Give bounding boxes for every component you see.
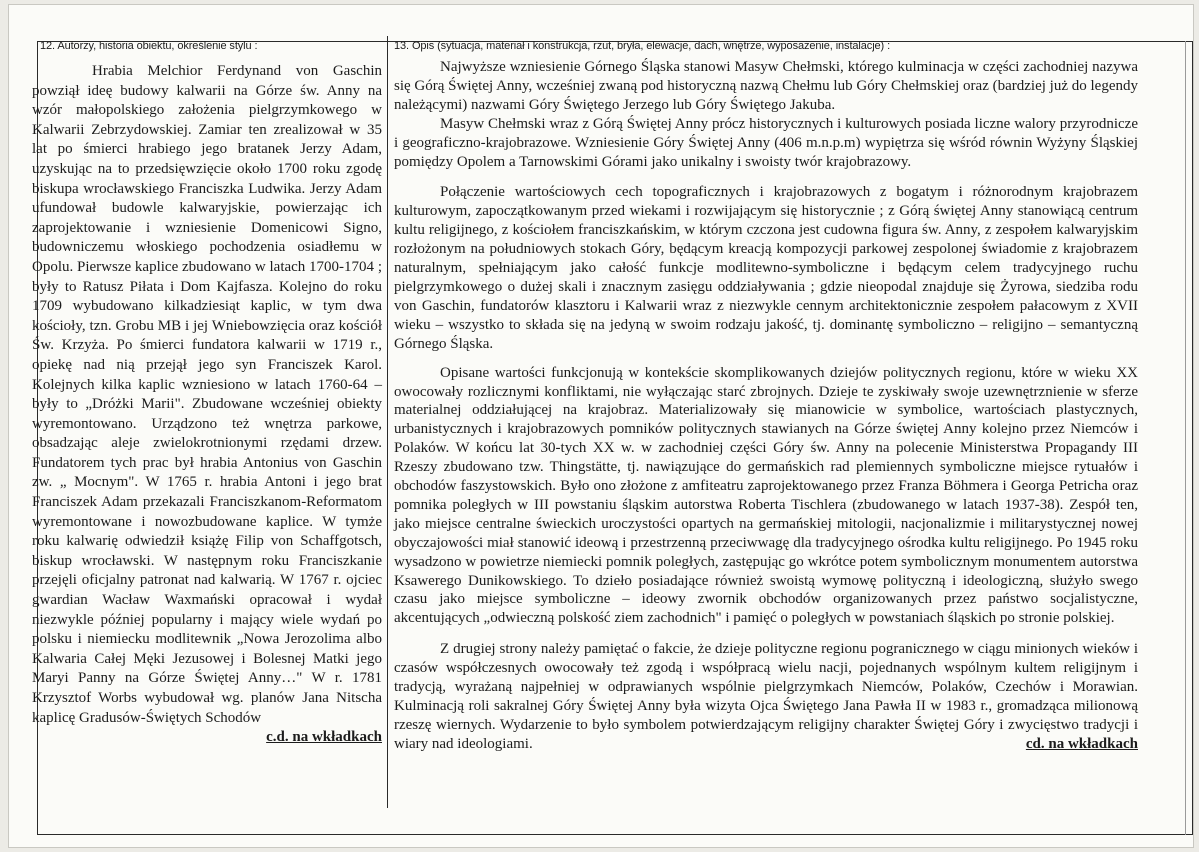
section-13-paragraph-5-text: Z drugiej strony należy pamiętać o fakcie, że dzieje polityczne regionu pogranicznego w ciągu minionych wieków i czasów współczesnych owocowały też zgodą i współpracą wielu nacji, pojednanych wspólnym kultem religijnym i tradycją, wyrażaną najpełniej w odprawianych wspólnie pielgrzymkach Niemców, Polaków, Czechów i Morawian. Kulminacją roli sakralnej Góry Świętej Anny była wizyta Ojca Świętego Jana Pawła II w 1983 r., gromadząca milionową rzeszę wiernych. Wydarzenie to było symbolem potwierdzającym religijny charakter Świętej Góry i zwycięstwo tradycji i wiary nad ideologiami. xyxy=(394,641,1138,752)
form-frame-edge xyxy=(1185,41,1193,835)
section-13-paragraph-4: Opisane wartości funkcjonują w kontekście skomplikowanych dziejów politycznych regionu, które w wieku XX owocowały rozlicznymi konfliktami, nie wyłączając starć zbrojnych. Dzieje te zyskiwały swoje uzewnętrznienie w sferze materialnej oddziałującej na krajobraz. Materializowały się mianowicie w symbolice, wartościach plastycznych, urbanistycznych i krajobrazowych pomników politycznych stawianych na Górze świętej Anny kolejno przez Niemców i Polaków. W końcu lat 30-tych XX w. w zachodniej części Góry św. Anny na polecenie Ministerstwa Propagandy III Rzeszy zbudowano tzw. Thingstätte, tj. nawiązujące do germańskich rad plemiennych symboliczne miejsce rytuałów i obchodów faszystowskich. Było ono złożone z amfiteatru zaprojektowanego przez Franza Böhmera i Georga Petricha oraz pomnika poległych w III powstaniu śląskim autorstwa Roberta Tischlera (zbudowanego w latach 1937-38). Zespół ten, jako miejsce centralne świeckich uroczystości opartych na germańskiej mitologii, nacjonalizmie i militarystycznej nowej obyczajowości miał stanowić ideową i przestrzenną przeciwwagę dla tradycyjnego ośrodka kultu religijnego. Po 1945 roku wysadzono w powietrze niemiecki pomnik poległych, zastępując go wkrótce potem symbolicznym monumentem autorstwa Ksawerego Dunikowskiego. To dzieło posiadające również swoistą wymowę polityczną i ideologiczną, służyło swego czasu jako miejsce symboliczne – ideowy zwornik obchodów organizowanych przez państwo socjalistyczne, akcentujących „odwieczną polskość ziem zachodnich" i pamięć o poległych w powstaniach śląskich po stronie polskiej. xyxy=(394,364,1138,627)
section-12-paragraph-text: Hrabia Melchior Ferdynand von Gaschin powziął ideę budowy kalwarii na Górze św. Anny na wzór małopolskiego założenia pielgrzymkowego w Kalwarii Zebrzydowskiej. Zamiar ten zrealizował w 35 lat po śmierci hrabiego jego bratanek Jerzy Adam, uzyskując na to przedsięwzięcie około 1700 roku zgodę biskupa wrocławskiego Franciszka Ludwika. Jerzy Adam ufundował budowle kalwaryjskie, powierzając ich zaprojektowanie i wzniesienie Domenicowi Signo, budowniczemu włoskiego pochodzenia osiadłemu w Opolu. Pierwsze kaplice zbudowano w latach 1700-1704 ; były to Ratusz Piłata i Dom Kajfasza. Kolejno do roku 1709 wybudowano kilkadziesiąt kaplic, w tym dwa kościoły, tzn. Grobu MB i jej Wniebowzięcia oraz kościół Św. Krzyża. Po śmierci fundatora kalwarii w 1719 r., opiekę nad nią przejął jego syn Franciszek Karol. Kolejnych kilka kaplic wzniesiono w latach 1760-64 – były to „Dróżki Marii". Zbudowane wcześniej obiekty wyremontowano. Urządzono też wnętrza parkowe, obsadzając aleje zwielokrotnionymi rzędami drzew. Fundatorem tych prac był hrabia Antonius von Gaschin zw. „ Mocnym". W 1765 r. hrabia Antoni i jego brat Franciszek Adam przekazali Franciszkanom-Reformatom wyremontowane i nowozbudowane kaplice. W tymże roku kalwarię odwiedził książę Filip von Schaffgotsch, biskup wrocławski. W następnym roku Franciszkanie przejęli oficjalny patronat nad kalwarią. W 1767 r. ojciec gwardian Wacław Waxmański opracował i wydał niezwykle później popularny i mający wiele wydań po polsku i niemiecku modlitewnik „Nowa Jerozolima albo Kalwaria Całej Męki Jezusowej i Bolesnej Matki jego Maryi Panny na Górze Świętej Anny…" W r. 1781 Krzysztof Worbs wybudował wg. planów Jana Nitscha kaplicę Gradusów-Świętych Schodów xyxy=(32,63,382,726)
column-divider xyxy=(387,36,388,808)
section-12-continuation: c.d. na wkładkach xyxy=(266,729,382,746)
section-13-heading: 13. Opis (sytuacja, materiał i konstrukcja, rzut, bryła, elewacje, dach, wnętrze, wyposażenie, instalacje) : xyxy=(394,40,891,52)
section-12-body xyxy=(32,62,382,748)
section-13-paragraph-5 xyxy=(394,640,1138,753)
section-12-paragraph xyxy=(32,62,382,746)
section-12-heading: 12. Autorzy, historia obiektu, określenie stylu : xyxy=(40,40,258,52)
section-13-paragraph-1: Najwyższe wzniesienie Górnego Śląska stanowi Masyw Chełmski, którego kulminacja w części zachodniej nazywa się Górą Świętej Anny, wcześniej zwaną pod historyczną nazwą Chełmu lub Góry Chełmskiej oraz (bardziej już do legendy należącymi) nazwami Góry Świętego Jerzego lub Góry Świętego Jakuba. xyxy=(394,59,1138,113)
section-13-continuation: cd. na wkładkach xyxy=(1025,735,1138,752)
section-13-paragraph-3: Połączenie wartościowych cech topograficznych i krajobrazowych z bogatym i różnorodnym krajobrazem kulturowym, zapoczątkowanym przed wiekami i rozwijającym się historycznie ; z Górą świętej Anny stanowiącą centrum kultu religijnego, z kościołem franciszkańskim, w którym czczona jest cudowna figura św. Anny, z zespołem kalwaryjskim rozłożonym na południowych stokach Góry, będącym kreacją kompozycji parkowej zespolonej świadomie z krajobrazem naturalnym, spełniającym jako całość funkcje modlitewno-symboliczne i będącym celem tradycyjnego ruchu pielgrzymkowego o dużej skali i znacznym zasięgu oddziaływania ; gdzie nieopodal znajduje się Żyrowa, siedziba rodu von Gaschin, fundatorów klasztoru i Kalwarii wraz z niezwykle cennym architektonicznie zespołem pałacowym z XVII wieku – wszystko to składa się na jedyną w swoim rodzaju jakość, tj. dominantę symboliczno – religijno – semantyczną Górnego Śląska. xyxy=(394,184,1138,352)
section-13-body xyxy=(394,58,1138,754)
section-13-paragraph-2: Masyw Chełmski wraz z Górą Świętej Anny prócz historycznych i kulturowych posiada liczne walory przyrodnicze i geograficzno-krajobrazowe. Wzniesienie Góry Świętej Anny (406 m.n.p.m) wypiętrza się wśród równin Wyżyny Śląskiej pomiędzy Opolem a Tarnowskimi Górami jako unikalny i swoisty twór krajobrazowy. xyxy=(394,115,1138,170)
